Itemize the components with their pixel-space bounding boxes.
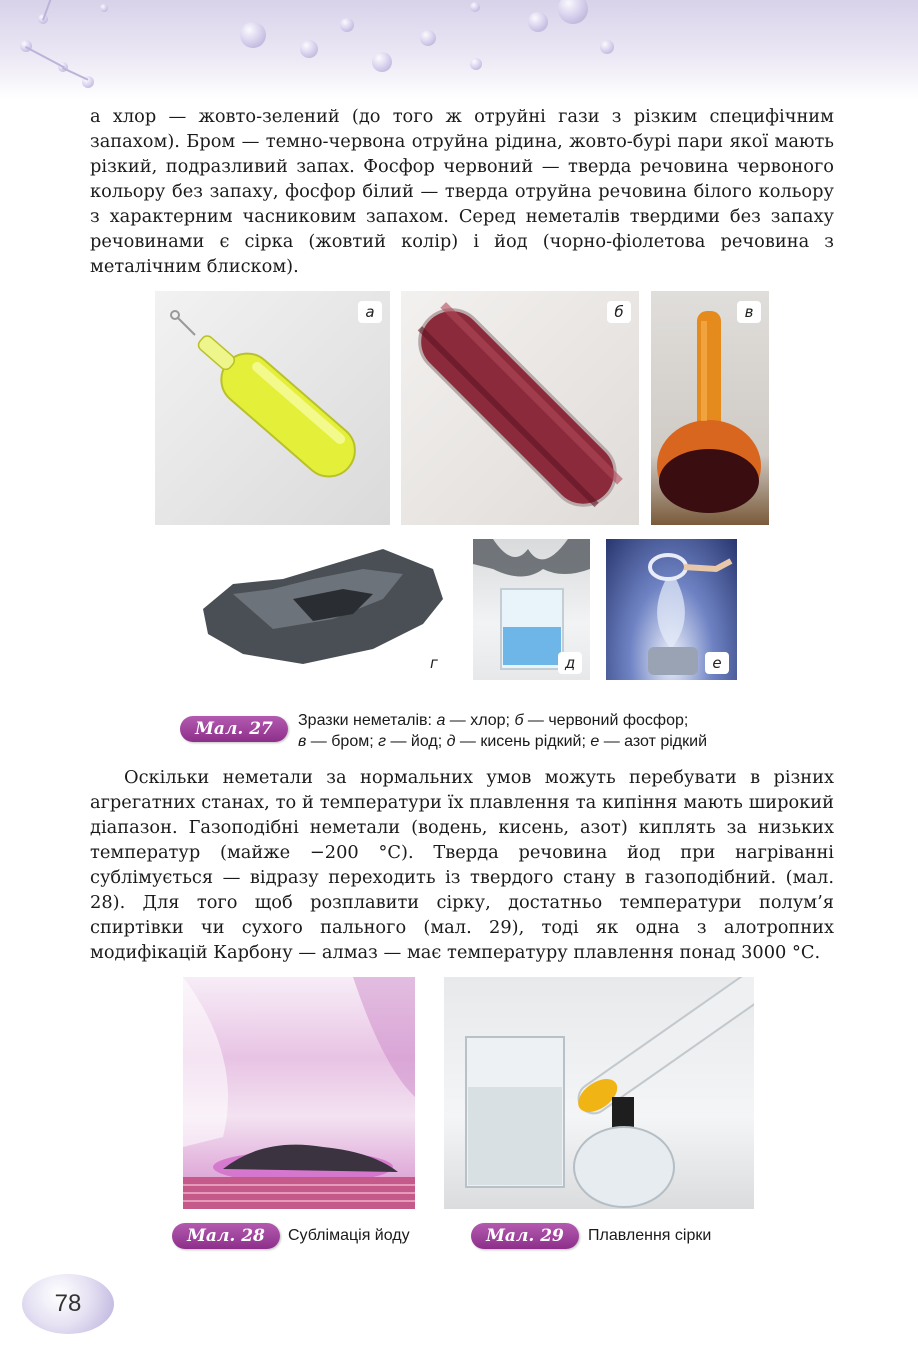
figure-caption-line-1	[298, 710, 818, 731]
molecule-bond	[42, 0, 54, 21]
figure-badge: Мал. 29	[471, 1223, 579, 1249]
bubble-decoration	[300, 40, 318, 58]
bubble-decoration	[470, 2, 480, 12]
molecule-bond	[25, 46, 65, 68]
caption-fragment: — азот рідкий	[599, 733, 708, 750]
photo-label-a: а	[358, 301, 382, 323]
photo-liquid-nitrogen	[606, 539, 737, 680]
caption-fragment-letter: в	[298, 733, 307, 750]
caption-fragment: — червоний фосфор;	[523, 712, 689, 729]
caption-fragment: — кисень рідкий;	[455, 733, 591, 750]
photo-label-v: в	[737, 301, 761, 323]
body-paragraph	[90, 765, 834, 965]
photo-label-b: б	[607, 301, 631, 323]
photo-label-e: е	[705, 652, 729, 674]
paragraph-text: а хлор — жовто-зелений (до того ж отруйні гази з різким специфічним запахом). Бром — темно-червона отруйна рідина, жовто-бурі пари якої мають різкий, подразливий запах. Фосфор червоний — тверда речовина червоного кольору без запаху, фосфор білий — тверда отруйна речовина білого кольору з характерним часниковим запахом. Серед неметалів твердими без запаху речовинами є сірка (жовтий колір) і йод (чорно-фіолетова речовина з металічним блиском).	[90, 106, 834, 277]
bubble-decoration	[470, 58, 482, 70]
figure-badge: Мал. 28	[172, 1223, 280, 1249]
caption-fragment-letter: б	[514, 712, 524, 729]
iodine-sublimation-illustration	[183, 977, 415, 1209]
decorative-header-banner	[0, 0, 918, 100]
chlorine-ampoule-illustration	[155, 291, 390, 525]
bubble-decoration	[340, 18, 354, 32]
caption-fragment: Зразки неметалів:	[298, 712, 437, 729]
bubble-decoration	[558, 0, 588, 24]
photo-iodine-crystals	[193, 539, 458, 680]
paragraph-text: Оскільки неметали за нормальних умов можуть перебувати в різних агрегатних станах, то й температури їх плавлення та кипіння мають широкий діапазон. Газоподібні неметали (водень, кисень, азот) киплять за низьких температур (майже −200 °С). Тверда речовина йод при нагріванні сублімується — відразу переходить із твердого стану в газоподібний. (мал. 28). Для того щоб розплавити сірку, достатньо температури полум’я спиртівки чи сухого пального (мал. 29), тоді як одна з алотропних модифікацій Карбону — алмаз — має температуру плавлення понад 3000 °С.	[90, 767, 834, 963]
figure-caption: Сублімація йоду	[288, 1227, 410, 1244]
bubble-decoration	[420, 30, 436, 46]
caption-fragment: — бром;	[306, 733, 379, 750]
caption-fragment: — йод;	[386, 733, 447, 750]
bromine-flask-illustration	[651, 291, 769, 525]
red-phosphorus-tube-illustration	[401, 291, 639, 525]
caption-fragment-letter: е	[590, 733, 600, 750]
body-paragraph	[90, 104, 834, 279]
figure-caption-line-2	[298, 731, 818, 752]
caption-fragment-letter: г	[378, 733, 386, 750]
bubble-decoration	[372, 52, 392, 72]
figure-caption: Плавлення сірки	[588, 1227, 712, 1244]
bubble-decoration	[528, 12, 548, 32]
photo-liquid-oxygen	[473, 539, 590, 680]
photo-label-d: д	[558, 652, 582, 674]
figure-caption	[298, 710, 818, 752]
photo-chlorine-ampoule	[155, 291, 390, 525]
molecule-bond	[62, 67, 88, 81]
caption-fragment: — хлор;	[445, 712, 515, 729]
page-number: 78	[22, 1274, 114, 1334]
bubble-decoration	[240, 22, 266, 48]
iodine-crystals-illustration	[193, 539, 458, 680]
photo-bromine-flask	[651, 291, 769, 525]
caption-fragment-letter: а	[436, 712, 446, 729]
sulfur-melting-illustration	[444, 977, 754, 1209]
photo-sulfur-melting	[444, 977, 754, 1209]
figure-badge: Мал. 27	[180, 716, 288, 742]
photo-iodine-sublimation	[183, 977, 415, 1209]
photo-red-phosphorus-tube	[401, 291, 639, 525]
bubble-decoration	[600, 40, 614, 54]
caption-fragment-letter: д	[446, 733, 456, 750]
molecule-node	[100, 4, 108, 12]
photo-label-g: г	[430, 654, 438, 672]
